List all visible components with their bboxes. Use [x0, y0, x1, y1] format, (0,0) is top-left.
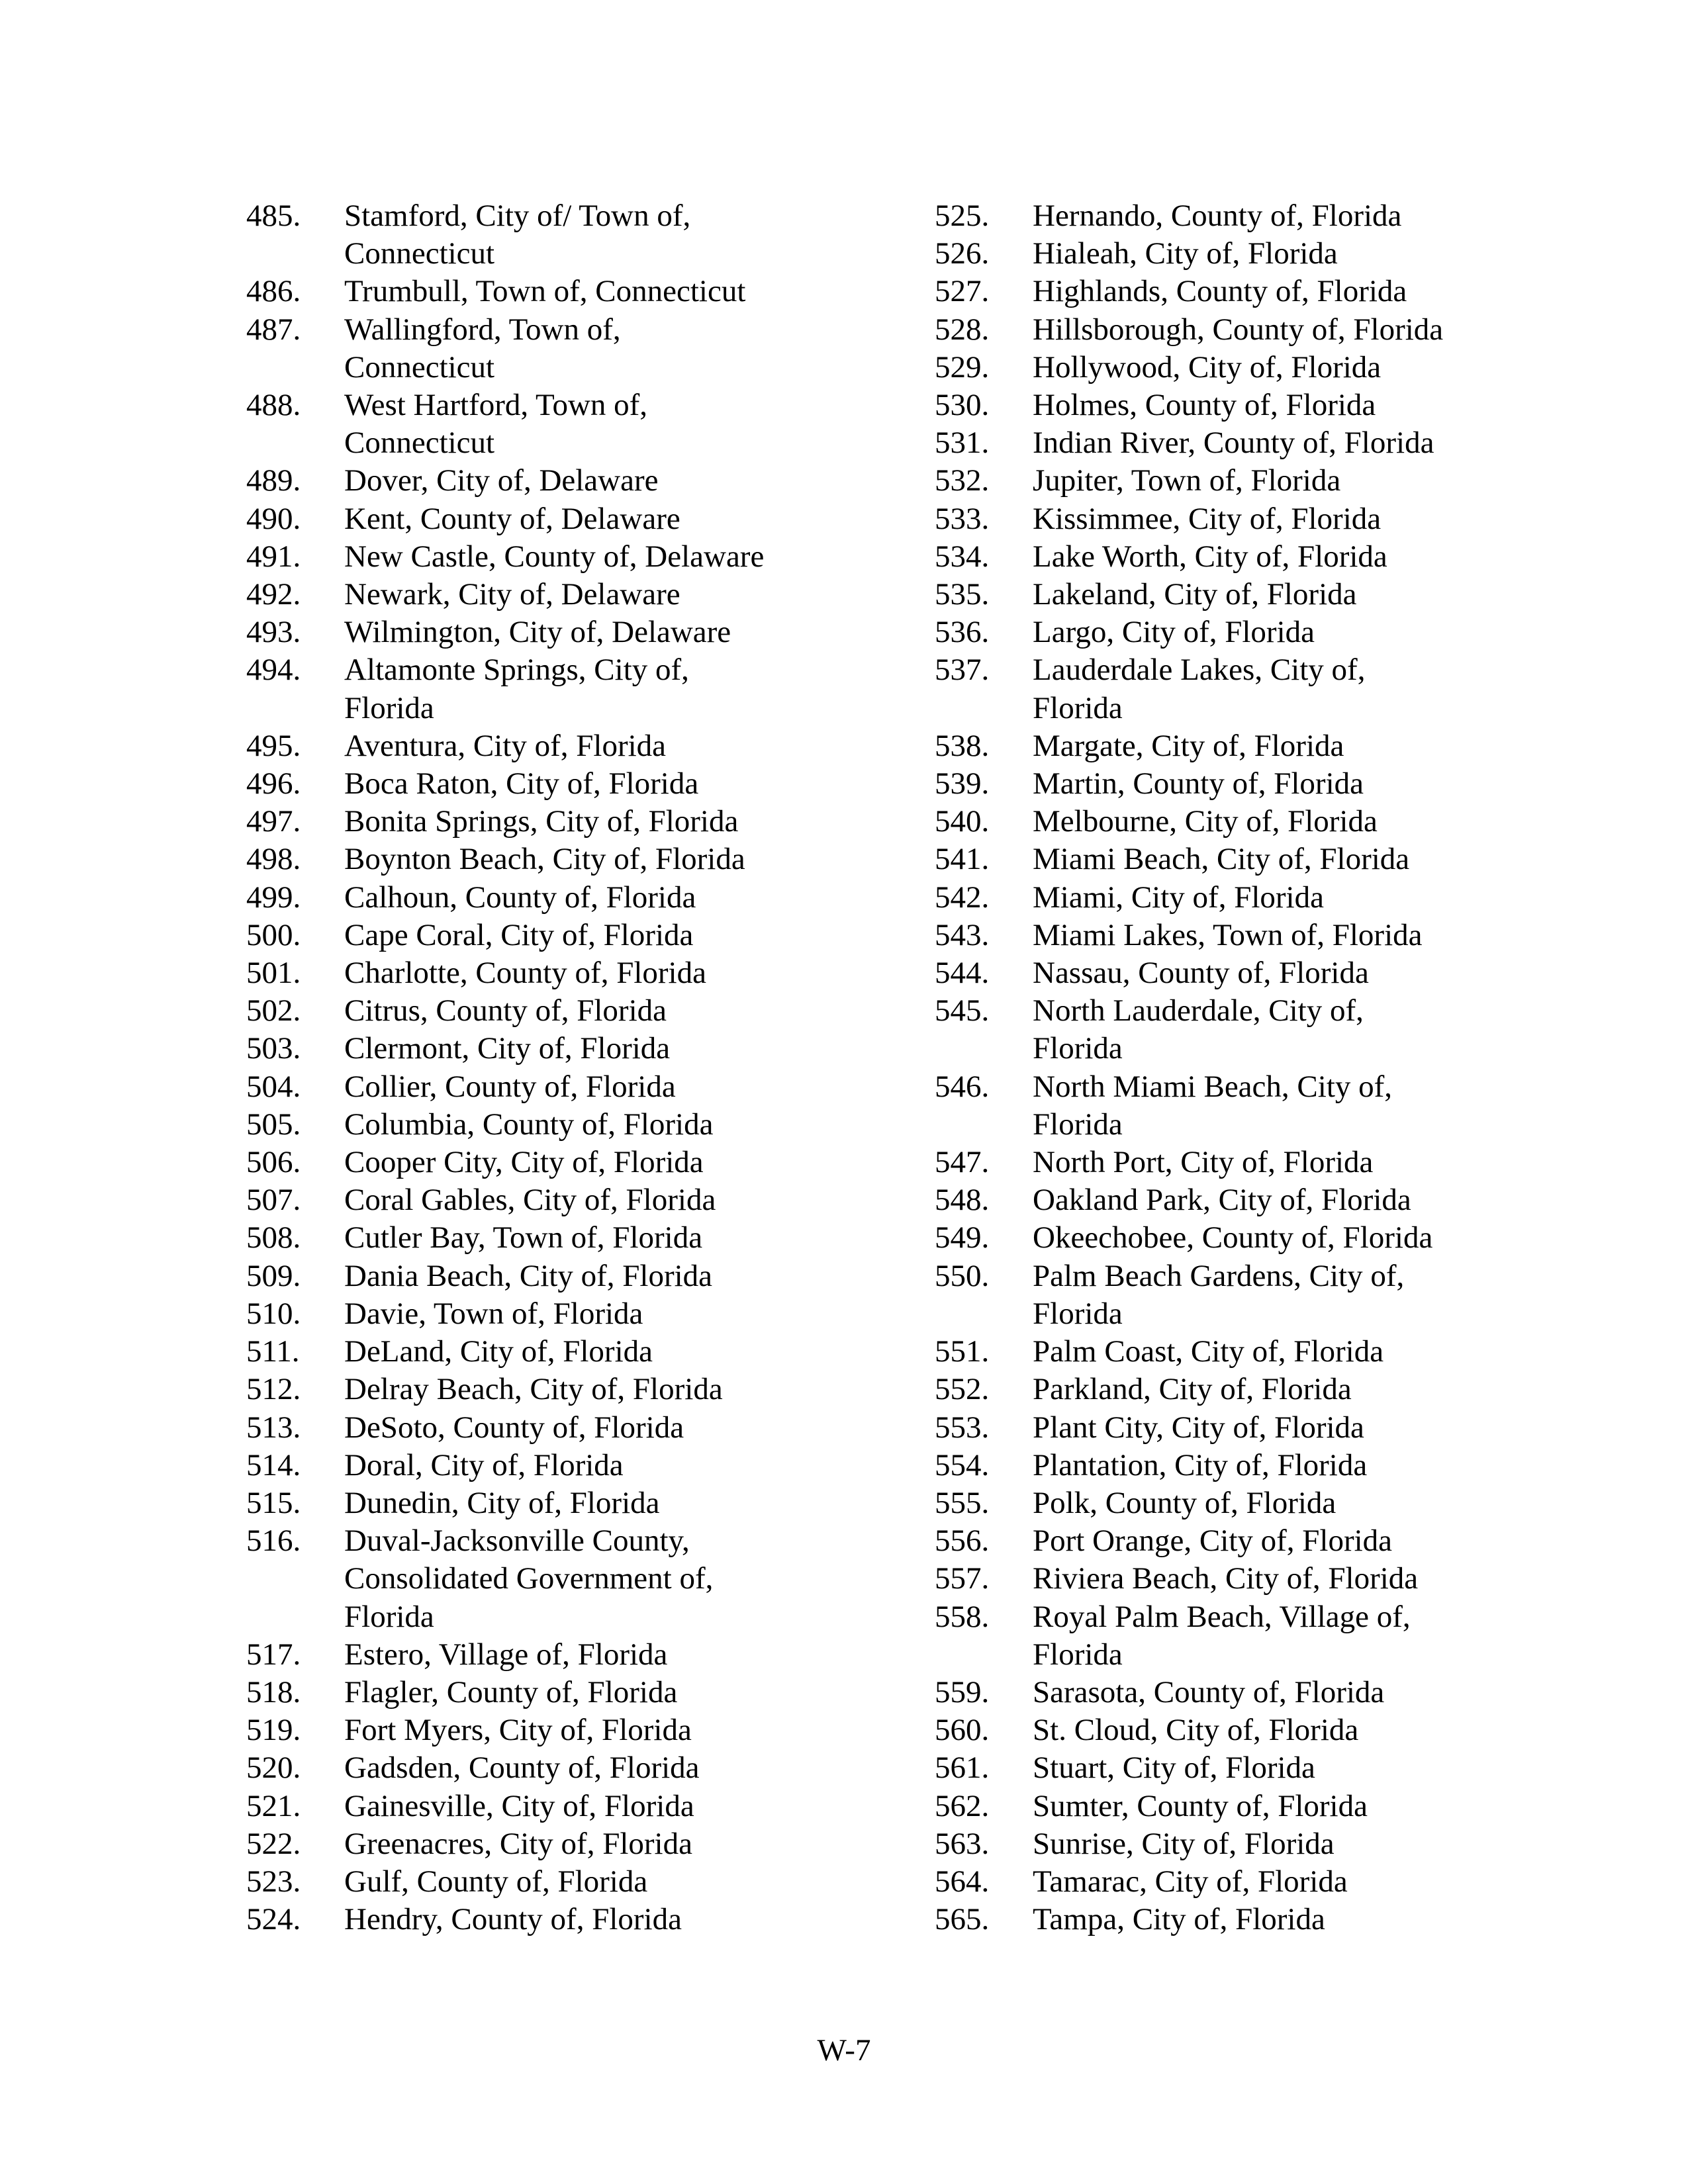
- list-item-name: Kissimmee, City of, Florida: [1033, 501, 1382, 536]
- list-item-name: Holmes, County of, Florida: [1033, 388, 1376, 423]
- list-item: [246, 1484, 895, 1522]
- list-item-number: 563.: [935, 1826, 990, 1861]
- list-item-name: Jupiter, Town of, Florida: [1033, 463, 1341, 498]
- list-item: [246, 1901, 895, 1938]
- list-item: [246, 917, 895, 954]
- list-item: [246, 1106, 895, 1144]
- list-item: [935, 1901, 1583, 1938]
- list-item-name: Tampa, City of, Florida: [1033, 1902, 1325, 1937]
- list-item: [935, 803, 1583, 841]
- list-item: [935, 1825, 1583, 1863]
- list-item-number: 561.: [935, 1751, 990, 1786]
- list-item-number: 507.: [246, 1183, 301, 1218]
- list-item-number: 530.: [935, 388, 990, 423]
- list-item: [246, 879, 895, 917]
- list-item-name: North Miami Beach, City of, Florida: [1033, 1069, 1393, 1142]
- list-item: [935, 992, 1583, 1068]
- list-item-number: 510.: [246, 1296, 301, 1331]
- list-item-name: Palm Coast, City of, Florida: [1033, 1334, 1384, 1369]
- list-item-name: Estero, Village of, Florida: [344, 1637, 668, 1672]
- list-item-number: 486.: [246, 274, 301, 309]
- list-item-name: Palm Beach Gardens, City of, Florida: [1033, 1258, 1405, 1331]
- list-item: [246, 1825, 895, 1863]
- list-item-number: 500.: [246, 917, 301, 952]
- list-item: [935, 311, 1583, 349]
- list-item-number: 498.: [246, 842, 301, 877]
- list-item: [935, 1409, 1583, 1447]
- list-item-number: 520.: [246, 1751, 301, 1786]
- list-item: [246, 1749, 895, 1787]
- list-item-name: Altamonte Springs, City of, Florida: [344, 653, 689, 725]
- list-item: [246, 576, 895, 614]
- list-item-name: Hendry, County of, Florida: [344, 1902, 682, 1937]
- list-item-number: 555.: [935, 1485, 990, 1520]
- list-item: [246, 1333, 895, 1371]
- list-item: [935, 1711, 1583, 1749]
- list-item-name: Charlotte, County of, Florida: [344, 956, 706, 991]
- list-item-number: 541.: [935, 842, 990, 877]
- list-item: [246, 1068, 895, 1106]
- list-item-number: 529.: [935, 349, 990, 385]
- list-item-number: 508.: [246, 1220, 301, 1255]
- list-item-name: Davie, Town of, Florida: [344, 1296, 643, 1331]
- list-item-number: 525.: [935, 199, 990, 233]
- list-item-name: Bonita Springs, City of, Florida: [344, 804, 739, 839]
- list-item-name: Columbia, County of, Florida: [344, 1107, 714, 1142]
- list-item-name: Stuart, City of, Florida: [1033, 1751, 1315, 1786]
- list-item-name: Sunrise, City of, Florida: [1033, 1826, 1335, 1861]
- list-item-name: DeLand, City of, Florida: [344, 1334, 653, 1369]
- list-item: [935, 1484, 1583, 1522]
- list-item-number: 562.: [935, 1788, 990, 1823]
- list-item: [935, 614, 1583, 651]
- list-item-number: 533.: [935, 501, 990, 536]
- list-item: [935, 841, 1583, 878]
- list-item-name: Margate, City of, Florida: [1033, 728, 1344, 763]
- list-item-number: 550.: [935, 1258, 990, 1293]
- list-item-number: 534.: [935, 539, 990, 574]
- list-item: [935, 1257, 1583, 1333]
- list-item: [246, 1788, 895, 1825]
- list-item-number: 538.: [935, 728, 990, 763]
- list-item-name: Trumbull, Town of, Connecticut: [344, 274, 746, 309]
- list-item-name: Kent, County of, Delaware: [344, 501, 680, 536]
- list-item-number: 490.: [246, 501, 301, 536]
- list-item-number: 496.: [246, 766, 301, 801]
- list-item-name: Plantation, City of, Florida: [1033, 1447, 1368, 1482]
- list-item-number: 547.: [935, 1145, 990, 1180]
- list-item-name: Doral, City of, Florida: [344, 1447, 624, 1482]
- list-item: [246, 1030, 895, 1068]
- list-item: [935, 387, 1583, 424]
- list-item: [935, 273, 1583, 310]
- list-item: [246, 841, 895, 878]
- list-item: [246, 954, 895, 992]
- list-item-name: Melbourne, City of, Florida: [1033, 804, 1378, 839]
- list-item-number: 515.: [246, 1485, 301, 1520]
- list-item-number: 518.: [246, 1674, 301, 1709]
- list-item-number: 487.: [246, 312, 301, 347]
- list-item-name: Sarasota, County of, Florida: [1033, 1674, 1385, 1709]
- list-item-number: 526.: [935, 236, 990, 271]
- list-item-number: 531.: [935, 426, 990, 461]
- page-number: W-7: [817, 2033, 871, 2068]
- list-item-number: 516.: [246, 1524, 301, 1559]
- list-item: [246, 538, 895, 576]
- list-item: [935, 651, 1583, 727]
- list-item-number: 527.: [935, 274, 990, 309]
- list-item-name: Hillsborough, County of, Florida: [1033, 312, 1444, 347]
- list-item-name: Polk, County of, Florida: [1033, 1485, 1336, 1520]
- list-item-name: Okeechobee, County of, Florida: [1033, 1220, 1433, 1255]
- list-item-name: Fort Myers, City of, Florida: [344, 1713, 692, 1748]
- list-item-name: Sumter, County of, Florida: [1033, 1788, 1368, 1823]
- list-item-number: 497.: [246, 804, 301, 839]
- list-item-name: Clermont, City of, Florida: [344, 1031, 671, 1066]
- list-item-name: Newark, City of, Delaware: [344, 577, 680, 612]
- list-item-number: 523.: [246, 1864, 301, 1899]
- list-item-number: 540.: [935, 804, 990, 839]
- list-item: [246, 1522, 895, 1636]
- list-item-number: 493.: [246, 615, 301, 650]
- list-item-name: Duval-Jacksonville County, Consolidated Government of, Florida: [344, 1524, 714, 1634]
- list-item-name: Dania Beach, City of, Florida: [344, 1258, 713, 1293]
- list-item-name: Dunedin, City of, Florida: [344, 1485, 660, 1520]
- list-item-name: Miami Beach, City of, Florida: [1033, 842, 1410, 877]
- list-item: [246, 387, 895, 462]
- list-item-name: Cape Coral, City of, Florida: [344, 917, 694, 952]
- list-item: [246, 651, 895, 727]
- list-item-number: 552.: [935, 1372, 990, 1407]
- list-item-number: 535.: [935, 577, 990, 612]
- list-item-number: 545.: [935, 993, 990, 1028]
- list-item: [246, 1371, 895, 1408]
- list-item-number: 514.: [246, 1447, 301, 1482]
- list-item-name: Lake Worth, City of, Florida: [1033, 539, 1387, 574]
- list-item-number: 551.: [935, 1334, 990, 1369]
- list-item-number: 524.: [246, 1902, 301, 1937]
- list-item: [246, 1144, 895, 1181]
- list-item-number: 503.: [246, 1031, 301, 1066]
- list-item: [246, 1181, 895, 1219]
- list-item-name: Port Orange, City of, Florida: [1033, 1524, 1393, 1559]
- list-item-name: St. Cloud, City of, Florida: [1033, 1713, 1359, 1748]
- list-item-name: Gulf, County of, Florida: [344, 1864, 648, 1899]
- list-item-name: Hernando, County of, Florida: [1033, 199, 1402, 233]
- list-item-name: Plant City, City of, Florida: [1033, 1410, 1364, 1445]
- list-item: [935, 1068, 1583, 1144]
- right-column-list: [935, 197, 1583, 1938]
- list-item-number: 558.: [935, 1599, 990, 1634]
- list-item: [246, 992, 895, 1030]
- list-item-name: Dover, City of, Delaware: [344, 463, 659, 498]
- list-item-number: 491.: [246, 539, 301, 574]
- list-item: [246, 1257, 895, 1295]
- list-item-number: 532.: [935, 463, 990, 498]
- list-item-number: 559.: [935, 1674, 990, 1709]
- list-item-name: Aventura, City of, Florida: [344, 728, 667, 763]
- list-item-name: Collier, County of, Florida: [344, 1069, 676, 1104]
- list-item-name: Lakeland, City of, Florida: [1033, 577, 1357, 612]
- list-item-name: Wallingford, Town of, Connecticut: [344, 312, 621, 385]
- list-item-name: Oakland Park, City of, Florida: [1033, 1183, 1411, 1218]
- list-item-number: 539.: [935, 766, 990, 801]
- list-item-name: Hialeah, City of, Florida: [1033, 236, 1338, 271]
- list-item-number: 554.: [935, 1447, 990, 1482]
- list-item-number: 506.: [246, 1145, 301, 1180]
- list-item-number: 505.: [246, 1107, 301, 1142]
- list-item: [935, 1522, 1583, 1560]
- list-item: [935, 917, 1583, 954]
- list-item: [935, 1333, 1583, 1371]
- list-item: [935, 1863, 1583, 1901]
- list-item-name: North Port, City of, Florida: [1033, 1145, 1374, 1180]
- list-item: [246, 1674, 895, 1711]
- list-item-number: 546.: [935, 1069, 990, 1104]
- list-item: [246, 197, 895, 273]
- list-item-number: 548.: [935, 1183, 990, 1218]
- list-item-number: 519.: [246, 1713, 301, 1748]
- list-item-number: 553.: [935, 1410, 990, 1445]
- list-item-number: 521.: [246, 1788, 301, 1823]
- list-item-number: 495.: [246, 728, 301, 763]
- list-item-name: Parkland, City of, Florida: [1033, 1372, 1352, 1407]
- list-item-number: 501.: [246, 956, 301, 991]
- list-item-number: 542.: [935, 880, 990, 915]
- list-item-name: Nassau, County of, Florida: [1033, 956, 1369, 991]
- list-item-name: New Castle, County of, Delaware: [344, 539, 765, 574]
- list-item-name: DeSoto, County of, Florida: [344, 1410, 684, 1445]
- list-item-number: 502.: [246, 993, 301, 1028]
- list-item: [935, 1447, 1583, 1484]
- list-item-name: Hollywood, City of, Florida: [1033, 349, 1382, 385]
- list-item-number: 492.: [246, 577, 301, 612]
- list-item: [935, 197, 1583, 235]
- list-item-name: Indian River, County of, Florida: [1033, 426, 1434, 461]
- list-item: [935, 500, 1583, 538]
- list-item-name: Highlands, County of, Florida: [1033, 274, 1407, 309]
- list-item-number: 489.: [246, 463, 301, 498]
- list-item-number: 513.: [246, 1410, 301, 1445]
- list-item-name: Largo, City of, Florida: [1033, 615, 1315, 650]
- list-item-number: 549.: [935, 1220, 990, 1255]
- list-item: [246, 727, 895, 765]
- list-item-name: Miami, City of, Florida: [1033, 880, 1324, 915]
- list-item: [935, 1788, 1583, 1825]
- list-item: [246, 614, 895, 651]
- list-item: [246, 1636, 895, 1674]
- list-item-name: Flagler, County of, Florida: [344, 1674, 678, 1709]
- list-item-name: Boca Raton, City of, Florida: [344, 766, 699, 801]
- list-item: [935, 954, 1583, 992]
- list-item-number: 544.: [935, 956, 990, 991]
- list-item-number: 556.: [935, 1524, 990, 1559]
- list-item-name: North Lauderdale, City of, Florida: [1033, 993, 1364, 1066]
- list-item: [935, 765, 1583, 803]
- list-item-number: 485.: [246, 199, 301, 233]
- list-item-name: Coral Gables, City of, Florida: [344, 1183, 716, 1218]
- list-item-number: 557.: [935, 1561, 990, 1596]
- list-item: [935, 1181, 1583, 1219]
- list-item-name: West Hartford, Town of, Connecticut: [344, 388, 648, 461]
- list-item: [246, 462, 895, 500]
- list-item-name: Calhoun, County of, Florida: [344, 880, 696, 915]
- list-item-name: Wilmington, City of, Delaware: [344, 615, 731, 650]
- list-item-name: Cooper City, City of, Florida: [344, 1145, 704, 1180]
- list-item-name: Royal Palm Beach, Village of, Florida: [1033, 1599, 1411, 1672]
- list-item-number: 499.: [246, 880, 301, 915]
- list-item-name: Tamarac, City of, Florida: [1033, 1864, 1348, 1899]
- list-item: [935, 1144, 1583, 1181]
- list-item: [246, 1863, 895, 1901]
- list-item: [246, 500, 895, 538]
- list-item-number: 565.: [935, 1902, 990, 1937]
- list-item-name: Miami Lakes, Town of, Florida: [1033, 917, 1423, 952]
- list-item-name: Riviera Beach, City of, Florida: [1033, 1561, 1419, 1596]
- list-item: [935, 538, 1583, 576]
- list-item: [935, 1219, 1583, 1257]
- list-item: [935, 1371, 1583, 1408]
- list-item: [935, 349, 1583, 387]
- list-item-number: 511.: [246, 1334, 300, 1369]
- list-item: [935, 424, 1583, 462]
- list-item-name: Boynton Beach, City of, Florida: [344, 842, 745, 877]
- list-item-number: 488.: [246, 388, 301, 423]
- list-item: [935, 235, 1583, 273]
- list-item-name: Citrus, County of, Florida: [344, 993, 667, 1028]
- list-item: [246, 1409, 895, 1447]
- list-item-name: Delray Beach, City of, Florida: [344, 1372, 723, 1407]
- list-item: [935, 462, 1583, 500]
- list-item-number: 537.: [935, 653, 990, 688]
- list-item: [246, 311, 895, 387]
- list-item-name: Stamford, City of/ Town of, Connecticut: [344, 199, 691, 271]
- list-item: [935, 1598, 1583, 1674]
- list-item-number: 494.: [246, 653, 301, 688]
- list-item-number: 564.: [935, 1864, 990, 1899]
- list-item: [246, 765, 895, 803]
- list-item-number: 560.: [935, 1713, 990, 1748]
- list-item-number: 543.: [935, 917, 990, 952]
- list-item-number: 512.: [246, 1372, 301, 1407]
- list-item: [935, 879, 1583, 917]
- list-item-name: Martin, County of, Florida: [1033, 766, 1364, 801]
- list-item-name: Greenacres, City of, Florida: [344, 1826, 692, 1861]
- list-item-number: 517.: [246, 1637, 301, 1672]
- list-item: [935, 1674, 1583, 1711]
- list-item: [935, 1749, 1583, 1787]
- list-item: [246, 1447, 895, 1484]
- list-item: [935, 576, 1583, 614]
- list-item-number: 536.: [935, 615, 990, 650]
- list-item: [246, 1295, 895, 1333]
- list-item-number: 528.: [935, 312, 990, 347]
- list-item: [935, 727, 1583, 765]
- list-item-number: 509.: [246, 1258, 301, 1293]
- list-item-name: Gadsden, County of, Florida: [344, 1751, 700, 1786]
- list-item: [246, 273, 895, 310]
- list-item: [246, 803, 895, 841]
- list-item-name: Gainesville, City of, Florida: [344, 1788, 694, 1823]
- list-item: [246, 1219, 895, 1257]
- list-item-number: 504.: [246, 1069, 301, 1104]
- list-item: [935, 1560, 1583, 1598]
- list-item-name: Cutler Bay, Town of, Florida: [344, 1220, 703, 1255]
- list-item-name: Lauderdale Lakes, City of, Florida: [1033, 653, 1366, 725]
- list-item: [246, 1711, 895, 1749]
- list-item-number: 522.: [246, 1826, 301, 1861]
- left-column-list: [246, 197, 895, 1938]
